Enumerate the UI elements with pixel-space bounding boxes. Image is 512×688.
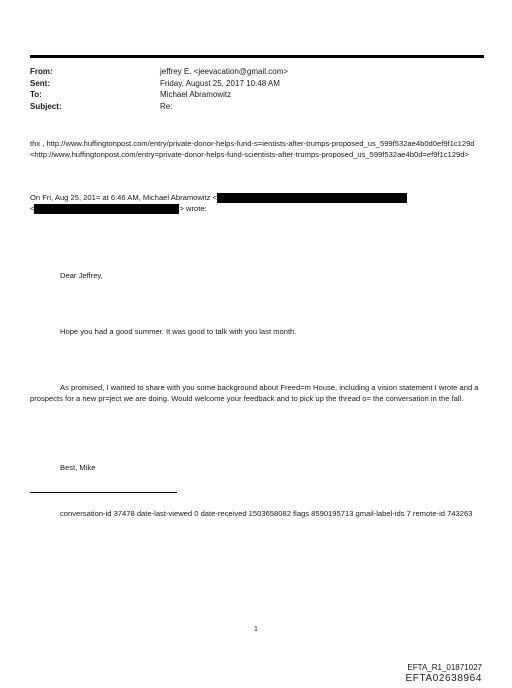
hope-paragraph: Hope you had a good summer. It was good to talk with you last month. (60, 327, 297, 336)
from-value: jeffrey E. <jeevacation@gmail.com> (160, 67, 289, 76)
redaction-box (217, 193, 407, 203)
bates-number-large: EFTA02638964 (405, 673, 482, 684)
quote-line-2 (30, 203, 490, 214)
salutation: Dear Jeffrey, (60, 271, 103, 280)
signature-rule (30, 492, 177, 493)
quote-header (30, 192, 490, 214)
subject-label: Subject: (30, 101, 62, 111)
bates-number-small: EFTA_R1_01871027 (407, 663, 482, 672)
quote-line-2-start: < (30, 204, 35, 213)
top-rule (30, 55, 484, 58)
metadata-paragraph: conversation-id 37478 date-last-viewed 0 date-received 1503658082 flags 8590195713 gmail-label-ids 7 remote-id 743263 (60, 509, 473, 518)
quote-line-1-text: On Fri, Aug 25, 201= at 6:46 AM, Michael Abramowitz < (30, 193, 217, 202)
to-label: To: (30, 90, 42, 99)
subject-value: Re: (160, 101, 173, 111)
subject-row (30, 101, 288, 113)
promised-paragraph: As promised, I wanted to share with you some background about Freed=m House, including a vision statement I wrote and a prospects for a new pr=ject we are doing. Would welcome your feedback and to pick up the thread o= the conversation in the fall. (30, 383, 479, 403)
sent-value: Friday, August 25, 2017 10:48 AM (160, 78, 280, 88)
redaction-box (34, 204, 179, 214)
from-label: From: (30, 67, 53, 76)
email-header (30, 66, 288, 112)
links-paragraph: thx , http://www.huffingtonpost.com/entry/private-donor-helps-fund-s=ientists-after-trumps-proposed_us_599f532ae4b0d0ef9f1c129d <http://www.huffingtonpost.com/entry=private-donor-helps-fund-scientists-after-trumps-proposed_us_599f532ae4b0d=ef9f1c129d> (30, 139, 475, 159)
quote-line-2-end: > wrote: (179, 204, 207, 213)
to-value: Michael Abramowitz (160, 90, 232, 99)
sent-row (30, 78, 288, 90)
signoff: Best, Mike (60, 463, 96, 472)
quote-line-1 (30, 192, 490, 203)
page-number: 1 (254, 626, 258, 633)
sent-label: Sent: (30, 78, 50, 88)
from-row (30, 66, 288, 78)
to-row (30, 89, 288, 101)
